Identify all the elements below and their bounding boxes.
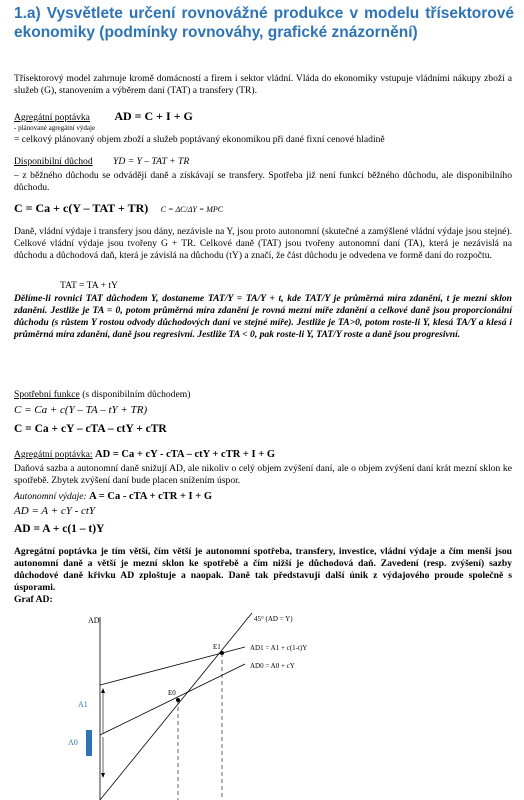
a0-label: A0 <box>68 738 78 747</box>
ad0-line <box>100 664 245 735</box>
ad-label: Agregátní poptávka <box>14 112 90 123</box>
line-45-degree <box>100 613 252 800</box>
consumption-label-note: (s disponibilním důchodem) <box>79 389 191 400</box>
ad2-line <box>14 449 512 461</box>
consumption-label: Spotřební funkce <box>14 389 80 400</box>
graph-label: Graf AD: <box>14 594 53 605</box>
ad-formula-4: AD = A + c(1 – t)Y <box>14 523 105 535</box>
ad-note: - plánované agregátní výdaje <box>14 124 96 132</box>
consumption-formula-1: C = Ca + c(Y – TA – tY + TR) <box>14 404 148 416</box>
mpc-formula: C = ΔC/ΔY = MPC <box>160 205 224 214</box>
intro-paragraph: Třísektorový model zahrnuje kromě domácností a firem i sektor vládní. Vláda do ekonomiky vstupuje vládními nákupy zboží a služeb (G), stanovením a výběrem daní (TAT) a transfery (TR). <box>14 73 512 96</box>
yd-label: Disponibilní důchod <box>14 156 93 167</box>
y-axis-label: AD <box>88 616 100 625</box>
consumption-label-line <box>14 389 512 401</box>
ad-graph <box>0 605 524 800</box>
ad0-label: AD0 = A0 + cY <box>250 662 295 670</box>
autonomous-formula: A = Ca - cTA + cTR + I + G <box>89 491 213 502</box>
arrow-up-icon <box>101 688 105 693</box>
ad-definition: = celkový plánovaný objem zboží a služeb poptávaný ekonomikou při dané fixní cenové hladině <box>14 134 385 145</box>
ad-formula: AD = C + I + G <box>114 109 193 123</box>
c-formula-line <box>14 202 512 216</box>
tax-paragraph: Daně, vládní výdaje i transfery jsou dány, nezávisle na Y, jsou proto autonomní (skutečné a zamýšlené vládní výdaje jsou stejné). Celkové vládní výdaje jsou tvořeny G + TR. Celkové daně (TAT) jsou tvořeny autonomní daní (TA), která je nezávislá na důchodu a důchodová daň, která je závislá na důchodu (tY) a značí, že část důchodu je odvedena ve formě daní do rozpočtu. <box>14 226 512 261</box>
ad2-formula: AD = Ca + cY - cTA – ctY + cTR + I + G <box>95 449 276 460</box>
arrow-down-icon <box>101 773 105 778</box>
yd-line <box>14 156 512 168</box>
yd-text: – z běžného důchodu se odvádějí daně a získávají se transfery. Spotřeba již není funkcí běžného důchodu, ale disponibilního důchodu. <box>14 170 512 193</box>
consumption-formula-2: C = Ca + cY – cTA – ctY + cTR <box>14 423 167 435</box>
c-formula: C = Ca + c(Y – TAT + TR) <box>14 201 149 215</box>
tat-formula: TAT = TA + tY <box>60 280 118 291</box>
autonomous-line <box>14 491 512 503</box>
conclusion-paragraph: Agregátní poptávka je tím větší, čím větší je autonomní spotřeba, transfery, investice, vládní výdaje a čím menší jsou autonomní daně a větší je mezní sklon ke spotřebě a čím nižší je důchodová daň. Zavedení (resp. zvýšení) sazby důchodové daně křivku AD zploštuje a naopak. Daně tak představují další únik z výdajového proude společně s úsporami. <box>14 546 512 593</box>
ad1-label: AD1 = A1 + c(1-t)Y <box>250 644 308 652</box>
a0-highlight-marker <box>86 730 92 756</box>
e0-label: E0 <box>168 689 176 697</box>
tax-rate-paragraph: Dělíme-li rovnici TAT důchodem Y, dostaneme TAT/Y = TA/Y + t, kde TAT/Y je průměrná míra zdanění, t je mezní sklon zdanění. Jestliže je TA = 0, potom průměrná míra zdanění je rovná mezní míře zdanění a celkové daně jsou proporcionální důchodu (s růstem Y rostou odvody důchodových daní ve stejné míře). Jestliže je TA>0, potom roste-li Y, klesá TA/Y a klesá i průměrná míra zdanění, daně jsou regresivní. Jestliže TA < 0, pak roste-li Y, TAT/Y roste a daně jsou progresivní. <box>14 293 512 340</box>
yd-formula: YD = Y – TAT + TR <box>113 156 190 167</box>
ad2-label: Agregátní poptávka: <box>14 449 93 460</box>
a1-label: A1 <box>78 700 88 709</box>
autonomous-label: Autonomní výdaje: <box>14 491 87 502</box>
ad-formula-3: AD = A + cY - ctY <box>14 505 96 517</box>
e1-label: E1 <box>213 643 221 651</box>
section-heading: 1.a) Vysvětlete určení rovnovážné produkce v modelu třísektorové ekonomiky (podmínky rovnováhy, grafické znázornění) <box>14 5 514 41</box>
line-45-label: 45° (AD = Y) <box>254 615 293 623</box>
tax-effect-paragraph: Daňová sazba a autonomní daně snižují AD, ale nikoliv o celý objem zvýšení daní, ale o objem zvýšení daní krát mezní sklon ke spotřebě. Zbytek zvýšení daní bude placen snížením úspor. <box>14 463 512 486</box>
ad-definition-line <box>14 110 512 124</box>
